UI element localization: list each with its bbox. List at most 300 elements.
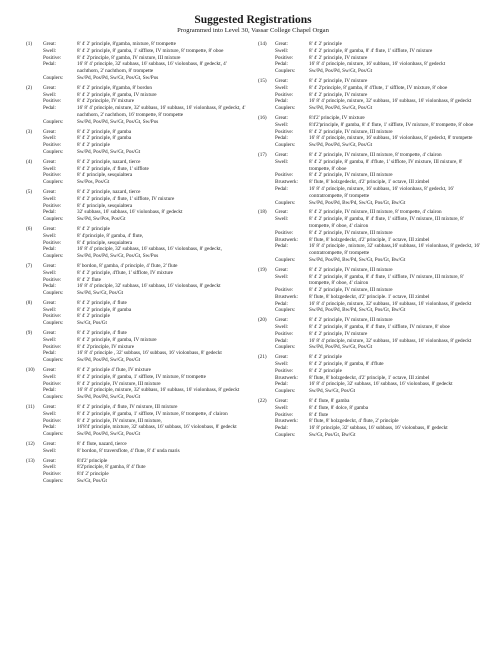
division-label: Swell: [43,232,57,239]
stop-list: 8' 4' 2' principle, 8' gamba, 8' 4' flute, 1' sifflote, IV mixture [309,47,433,54]
registration-number: (8) [26,299,33,306]
registration-row [43,203,248,210]
registration-row [43,270,248,277]
registration-row [275,186,480,200]
registration-number: (6) [26,225,33,232]
division-label: Great: [43,330,56,337]
registration-row [275,274,480,288]
stop-list: 8' 4' 2' principle, 8' gamba [77,135,132,142]
stop-list: 8' 4' 2' principle, 8'gamba, mixture, 8' trompette [77,41,176,47]
registration-rows [43,85,248,126]
division-label: Great: [275,41,288,47]
registration-entry [258,398,480,439]
division-label: Swell: [43,447,57,454]
registration-rows [275,152,480,206]
registration-row [43,448,248,455]
registration-row [43,240,248,247]
stop-list: 8' 4' principle, sesquialtera [77,172,133,179]
division-label: Couplers: [43,357,64,364]
stop-list: 8' 4' 2'principle, 8' gamba, IV mixture, III mixture [77,54,181,61]
registration-row [275,361,480,368]
division-label: Great: [43,441,56,448]
registration-row [275,129,480,136]
stop-list: 16' 8' 4' principle, mixture, 32' subbass, 16' subbass, 16' violonbass, 8' gedeckt [309,98,472,105]
stop-list: Sw/Pd, Pos/Pd, Sw/Gt, Pos/Gt [309,105,373,112]
registration-rows [275,78,480,112]
stop-list: 16' 8' 4' principle, mixture, 16' subbass, 16' violonbass, 8' gedeckt, 16' contratrompette, 8' trompette [309,185,454,199]
stop-list: 8' 4' 2' principle, IV mixture, III mixture [309,128,393,135]
stop-list: 8' 4' principle, sesquialtera [77,202,133,209]
division-label: Couplers: [43,148,64,155]
registration-row [275,425,480,432]
registration-number: (2) [26,84,33,91]
stop-list: 8' 4' 2' principle, 8' gamba, 8' 4' flute, 1' sifflote, IV mixture, III mixture, 8' trompette, 8' oboe, 4' clairon [309,216,464,229]
stop-list: 8' 4' flute [309,411,329,418]
registration-number: (3) [26,128,33,135]
stop-list: 8' 4' 2' principle, 4'flute, 1' sifflote, IV mixture [77,269,173,276]
stop-list: 8' 4' 2' principle [77,313,110,320]
registration-number: (22) [258,398,267,405]
stop-list: 8' 4' 2' principle, nazard, tierce [77,158,141,165]
division-label: Positive: [275,287,294,294]
division-label: Positive: [43,202,62,209]
registration-entry [26,441,248,455]
stop-list: 8'4' 2' principle [77,471,109,478]
division-label: Great: [275,398,288,405]
division-label: Positive: [275,54,294,61]
registration-row [43,313,248,320]
stop-list: 8' 4' 2'principle, 8' gamba, 8' 4'flute, 1' sifflote, IV mixture, 8' oboe [309,84,448,91]
registration-row [275,257,480,264]
registration-row [43,105,248,119]
registration-row [275,61,480,68]
registration-row [275,135,480,142]
registration-row [43,404,248,411]
registration-row [43,381,248,388]
division-label: Swell: [43,269,57,276]
division-label: Swell: [275,84,289,91]
division-label: Pedal: [43,283,56,290]
stop-list: 8'4'2'principle, 8' gamba, 8' 4' flute, 1' sifflote, IV mixture, 8' trompette, 8' oboe [309,121,474,128]
registration-row [275,200,480,207]
registration-row [275,85,480,92]
division-label: Swell: [43,306,57,313]
registration-rows [43,458,248,485]
registration-row [43,61,248,75]
registration-row [43,337,248,344]
stop-list: Sw/Pd, Pos/Pd, Sw/Gt, Pos/Gt, Sw/Pos [77,118,159,125]
registration-row [43,394,248,401]
registration-entry [26,300,248,327]
stop-list: 8' flute, 8' holzgedeckt, 4'2' principle, 1' octave, III zimbel [309,179,430,186]
registration-rows [275,317,480,351]
stop-list: 16' 8' 4' principle , 32' subbass, 16' subbass, 16' violonbass, 8' gedeckt [77,350,222,357]
division-label: Great: [275,266,288,273]
registration-row [275,418,480,425]
registration-columns [26,41,480,488]
division-label: Positive: [43,142,62,149]
division-label: Great: [275,151,288,158]
division-label: Swell: [275,158,289,165]
stop-list: 8' 4' 2' principle, 8' gamba [77,306,132,313]
division-label: Great: [43,457,56,464]
division-label: Swell: [43,47,57,54]
division-label: Positive: [43,54,62,61]
division-label: Couplers: [43,179,64,186]
registration-row [275,41,480,48]
registration-rows [275,267,480,315]
registration-rows [43,367,248,401]
division-label: Swell: [43,373,57,380]
registration-entry [26,41,248,82]
division-label: Pedal: [43,209,56,216]
registration-rows [43,300,248,327]
registration-entry [26,129,248,156]
division-label: Great: [43,262,56,269]
registration-row [43,55,248,62]
stop-list: 8' 4' 2' principle, nazard, tierce [77,188,141,195]
division-label: Pedal: [275,425,288,432]
division-label: Great: [43,299,56,306]
registration-row [43,119,248,126]
stop-list: 8' 4' 2' principle, IV mixture, III mixture [309,266,393,273]
division-label: Great: [43,41,56,47]
registration-entry [26,189,248,223]
division-label: Pedal: [275,337,288,344]
registration-row [43,344,248,351]
registration-row [275,105,480,112]
stop-list: 8' 4' 2' flute [77,276,101,283]
registration-row [43,367,248,374]
registration-row [275,243,480,257]
registration-number: (4) [26,158,33,165]
registration-entry [258,267,480,315]
registration-entry [258,115,480,149]
registration-row [275,398,480,405]
division-label: Pedal: [43,61,56,68]
registration-row [43,320,248,327]
registration-entry [258,78,480,112]
stop-list: 8' 4' 2' principle, 4' flute, 1' sifflote, IV mixture [77,195,175,202]
stop-list: 8' 4' 2' principle [77,142,110,149]
registration-row [275,55,480,62]
division-label: Swell: [43,464,57,471]
registration-row [43,411,248,418]
registration-row [275,324,480,331]
stop-list: Sw/Pd, Pos/Pd, Sw/Gt, Pos/Gt [309,68,373,75]
division-label: Positive: [43,276,62,283]
stop-list: Sw/Pos, Pos/Gt [77,179,110,186]
division-label: Pedal: [43,350,56,357]
registration-row [43,216,248,223]
stop-list: Sw/Gt, Pos/Gt [77,478,107,485]
registration-row [43,424,248,431]
registration-row [275,152,480,159]
division-label: Pedal: [275,135,288,142]
registration-row [43,307,248,314]
registration-row [43,253,248,260]
division-label: Pedal: [43,105,56,112]
registration-entry [26,330,248,364]
stop-list: 16' 8' 4' principle, 32' subbass, 16' subbass, 16' violonbass, 8' gedeckt, 4' nachthorn, 2' nachthorn, 8' trompette [77,61,227,75]
division-label: Positive: [43,313,62,320]
registration-entry [26,85,248,126]
stop-list: 8' 4' 2' principle, 8' gamba, IV mixture [77,91,157,98]
registration-rows [43,129,248,156]
registration-row [43,166,248,173]
division-label: Couplers: [43,431,64,438]
division-label: Couplers: [275,344,296,351]
registration-row [275,368,480,375]
stop-list: Sw/Pd, Pos/Pd, Sw/Gt, Pos/Gt, Sw/Pos [77,253,159,260]
division-label: Couplers: [275,105,296,112]
stop-list: 8' 4' 2' principle, 8' gamba, 1' sifflote, IV mixture, 8' trompette [77,373,206,380]
stop-list: 8' 4' 2' principle, 8' gamba, 8' 4' flute, 1' sifflote, IV mixture, 8' oboe [309,324,450,331]
stop-list: 8' 4' 2' principle [77,225,110,232]
division-label: Couplers: [43,394,64,401]
division-label: Great: [43,367,56,374]
division-label: Couplers: [275,142,296,149]
registration-row [43,263,248,270]
division-label: Positive: [43,471,62,478]
stop-list: 8' 4' 2' principle, IV mixture [309,77,368,84]
stop-list: 16' 8' 4' principle, 32' subbass, 16' subbass, 16' violonbass, 8' gedeckt [77,283,221,290]
division-label: Brustwerk: [275,179,299,186]
stop-list: 8' 4' 2' principle, 4' flute [77,330,127,337]
stop-list: Sw/Pd, Pos/Pd, Sw/Gt, Pos/Gt [77,357,141,364]
registration-row [43,283,248,290]
registration-row [43,418,248,425]
registration-row [275,115,480,122]
division-label: Swell: [275,324,289,331]
stop-list: 8' flute, 8' holzgedeckt, 4'2' principle, 1' octave, III zimbel [309,374,430,381]
division-label: Positive: [275,91,294,98]
division-label: Couplers: [275,307,296,314]
stop-list: 8' 4' 2'principle, IV mixture [77,98,135,105]
stop-list: Sw/Pd, Pos/Pd, Bw/Pd, Sw/Gt, Pos/Gt, Bw/Gt [309,307,406,314]
division-label: Swell: [275,273,289,280]
registration-row [275,98,480,105]
registration-row [275,230,480,237]
division-label: Swell: [43,135,57,142]
registration-row [43,98,248,105]
stop-list: 16' 8' 4' principle, mixture, 32' subbass, 16' subbass, 16' violonbass, 8' gedeckt [77,387,240,394]
registration-row [43,277,248,284]
division-label: Brustwerk: [275,418,299,425]
division-label: Brustwerk: [275,293,299,300]
registration-number: (9) [26,330,33,337]
stop-list: Sw/Pd, Pos/Pd, Sw/Gt, Pos/Gt [77,148,141,155]
stop-list: 8' flute, 8' holzgedeckt, 4' flute, 2' principle [309,418,399,425]
stop-list: 16' 8' 4' principle, mixture, 16' subbass, 16' violonbass, 8' gedeckt [309,61,446,68]
registration-row [43,75,248,82]
stop-list: 8' 4' principle, sesquialtera [77,239,133,246]
registration-rows [275,115,480,149]
division-label: Great: [275,114,288,121]
division-label: Great: [43,188,56,195]
stop-list: 8' 4' flute, 8' dolce, 8' gamba [309,404,369,411]
stop-list: Sw/Pd, Pos/Pd, Sw/Gt, Pos/Gt [77,394,141,401]
registration-rows [43,263,248,297]
registration-rows [43,226,248,260]
stop-list: 8' 4' 2' principle, IV mixture [309,54,368,61]
division-label: Pedal: [275,381,288,388]
division-label: Pedal: [275,243,288,250]
registration-number: (10) [26,367,35,374]
stop-list: 8' 4' flute, 8' gamba [309,398,350,405]
registration-entry [258,209,480,263]
division-label: Positive: [275,128,294,135]
registration-row [43,189,248,196]
division-label: Couplers: [275,388,296,395]
registration-entry [258,152,480,206]
registration-row [43,464,248,471]
stop-list: 8' 4' 2' principle, 4' flute, IV mixture, III mixture [77,404,178,411]
division-label: Brustwerk: [275,374,299,381]
division-label: Pedal: [275,300,288,307]
division-label: Great: [43,225,56,232]
division-label: Couplers: [275,256,296,263]
stop-list: 8' 4' flute, nazard, tierce [77,441,127,448]
division-label: Couplers: [43,253,64,260]
registration-rows [275,41,480,75]
stop-list: 8' 4' 2' principle, 4' flute, 1' sifflote [77,165,149,172]
division-label: Couplers: [43,290,64,297]
division-label: Positive: [43,239,62,246]
registration-row [43,441,248,448]
stop-list: 8' 4' 2' principle 4' flute, IV mixture [77,367,151,374]
stop-list: 8'4'2' principle, IV mixture [309,114,365,121]
registration-row [43,478,248,485]
registration-row [275,301,480,308]
stop-list: 8' 4' 2' principle [309,41,342,47]
registration-row [275,179,480,186]
registration-rows [275,209,480,263]
stop-list: 8' 4' 2' principle, IV mixture [309,91,368,98]
registration-row [275,142,480,149]
stop-list: 8' 4' 2'principle, IV mixture [77,343,135,350]
stop-list: 8' 4' 2' principle, 4' flute [77,299,127,306]
registration-row [275,287,480,294]
division-label: Positive: [275,367,294,374]
registration-rows [43,330,248,364]
division-label: Positive: [275,330,294,337]
stop-list: Sw/Pd, Pos/Pd, Sw/Gt, Pos/Gt [77,431,141,438]
registration-row [43,149,248,156]
stop-list: Sw/Pd, Sw/Pos, Pos/Gt [77,216,126,223]
registration-number: (20) [258,317,267,324]
stop-list: 8' flute, 8' holzgedeckt, 4'2' principle, 1' octave, III zimbel [309,236,430,243]
registration-row [275,78,480,85]
registration-row [43,431,248,438]
stop-list: Sw/Gt, Pos/Gt [77,320,107,327]
registration-row [275,344,480,351]
stop-list: 16'8'4' principle, mixture, 32' subbass, 16' subbass, 16' violonbass, 8' gedeckt [77,424,237,431]
registration-number: (11) [26,404,35,411]
registration-entry [258,317,480,351]
registration-row [275,388,480,395]
division-label: Couplers: [43,478,64,485]
registration-row [43,330,248,337]
registration-rows [275,354,480,395]
registration-row [43,374,248,381]
stop-list: 8' 4' 2' principle, IV mixture, III mixture, 8' trompette, 4' clairon [309,209,442,216]
registration-row [43,41,248,48]
division-label: Pedal: [275,98,288,105]
registration-rows [43,41,248,82]
division-label: Positive: [275,172,294,179]
registration-row [43,48,248,55]
stop-list: 16' 8' 4' principle, mixture, 32' subbass, 16' subbass, 16' violonbass, 8' gedeckt [309,337,472,344]
registration-entry [26,367,248,401]
division-label: Couplers: [275,68,296,75]
registration-row [275,48,480,55]
stop-list: Sw/Pd, Pos/Pd, Sw/Gt, Pos/Gt [309,142,373,149]
registration-entry [258,354,480,395]
stop-list: 8' 4' 2' principle, 8' gamba, IV mixture [77,336,157,343]
stop-list: 8' 4' 2' principle, 8'gamba, 8' bordon [77,84,152,91]
division-label: Great: [275,317,288,324]
registration-row [43,85,248,92]
registration-row [43,196,248,203]
registration-number: (17) [258,151,267,158]
stop-list: Sw/Gt, Pos/Gt, Bw/Gt [309,432,356,439]
registration-row [275,68,480,75]
stop-list: 8' 4' 2' principle, IV mixture, III mixture [309,317,393,324]
stop-list: 16' 8' 4' principle , mixture, 32' subbass,16' subbass, 16' violonbass, 8' gedeckt, 16' contratrompette, 8' trompette [309,243,481,257]
registration-entry [26,226,248,260]
registration-rows [43,159,248,186]
stop-list: 16' 8' 4' principle, mixture, 32' subbass, 16' subbass, 16' violonbass, 8' gedeckt, 4' nachthorn, 2' nachthorn, 16' trompette, 8' trompette [77,105,246,118]
stop-list: Sw/Pd, Pos/Pd, Sw/Gt, Pos/Gt, Sw/Pos [77,74,159,81]
division-label: Couplers: [275,432,296,439]
registration-row [275,338,480,345]
registration-number: (12) [26,441,35,448]
division-label: Great: [43,128,56,135]
registration-row [43,387,248,394]
division-label: Positive: [275,411,294,418]
registration-number: (21) [258,354,267,361]
stop-list: 8' 4'principle, 8' gamba, 4' flute, [77,232,144,239]
stop-list: 8' 4' 2' principle, IV mixture, III mixture [309,287,393,294]
division-label: Great: [275,209,288,216]
registration-row [275,331,480,338]
stop-list: 16' 8' principle, 32' subbass, 16' subbass, 16' violonbass, 8' gedeckt [309,425,448,432]
stop-list: Sw/Pd, Sw/Gt, Pos/Gt [309,388,356,395]
stop-list: 16' 8' 4' principle, 32' subbass, 16' subbass, 16' violonbass, 8' gedeckt, [77,246,222,253]
stop-list: 8' 4' 2' principle, 8' gamba, 8' 4'flute, 1' sifflote, IV mixture, III mixture, 8' trompette, 8' oboe [309,158,463,172]
division-label: Positive: [43,172,62,179]
division-label: Swell: [43,91,57,98]
division-label: Pedal: [43,387,56,394]
registration-entry [258,41,480,75]
registration-row [275,307,480,314]
division-label: Swell: [43,336,57,343]
division-label: Swell: [275,404,289,411]
registration-number: (13) [26,457,35,464]
stop-list: 8' 4' 2' principle, IV mixture, III mixture, 8' trompette, 4' clairon [309,151,442,158]
stop-list: 8' flute, 8' holzgedeckt, 4'2' principle. 1' octave, III zimbel [309,293,430,300]
division-label: Great: [275,77,288,84]
stop-list: Sw/Pd, Sw/Gt, Pos/Gt [77,290,124,297]
registration-rows [43,189,248,223]
division-label: Swell: [43,165,57,172]
registration-number: (1) [26,41,33,47]
left-column [26,41,248,488]
registration-row [275,381,480,388]
stop-list: 16' 8' 4' principle, mixture, 32' subbass, 16' subbass, 16' violonbass, 8' gedeckt [309,300,472,307]
stop-list: Sw/Pd, Pos/Pd, Bw/Pd, Sw/Gt, Pos/Gt, Bw/Gt [309,256,406,263]
